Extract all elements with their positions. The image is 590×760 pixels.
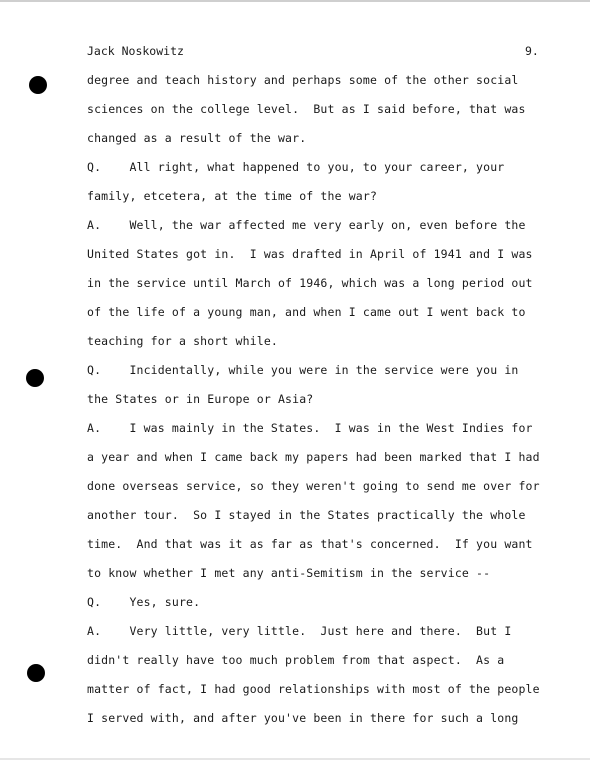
transcript-line: family, etcetera, at the time of the war? [87, 189, 378, 203]
interviewee-name-header: Jack Noskowitz [87, 44, 184, 58]
transcript-line: matter of fact, I had good relationships with most of the people [87, 682, 540, 696]
transcript-line: Q. Incidentally, while you were in the service were you in [87, 363, 519, 377]
transcript-line: of the life of a young man, and when I came out I went back to [87, 305, 526, 319]
transcript-line: to know whether I met any anti-Semitism in the service -- [87, 566, 491, 580]
transcript-line: the States or in Europe or Asia? [87, 392, 314, 406]
page-number: 9. [525, 44, 539, 58]
transcript-line: a year and when I came back my papers had been marked that I had [87, 450, 540, 464]
binder-hole [29, 76, 47, 94]
transcript-line: Q. Yes, sure. [87, 595, 201, 609]
transcript-line: time. And that was it as far as that's concerned. If you want [87, 537, 533, 551]
transcript-line: United States got in. I was drafted in April of 1941 and I was [87, 247, 533, 261]
transcript-line: A. Well, the war affected me very early on, even before the [87, 218, 526, 232]
transcript-line: didn't really have too much problem from that aspect. As a [87, 653, 505, 667]
transcript-line: I served with, and after you've been in there for such a long [87, 711, 519, 725]
transcript-line: done overseas service, so they weren't going to send me over for [87, 479, 540, 493]
transcript-line: changed as a result of the war. [87, 131, 307, 145]
transcript-line: degree and teach history and perhaps some of the other social [87, 73, 519, 87]
binder-hole [26, 369, 44, 387]
page-top-edge [0, 0, 590, 2]
transcript-body [87, 70, 547, 737]
transcript-line: Q. All right, what happened to you, to your career, your [87, 160, 505, 174]
transcript-line: sciences on the college level. But as I said before, that was [87, 102, 526, 116]
binder-hole [27, 664, 45, 682]
transcript-line: A. Very little, very little. Just here and there. But I [87, 624, 512, 638]
transcript-line: another tour. So I stayed in the States practically the whole [87, 508, 526, 522]
transcript-line: in the service until March of 1946, which was a long period out [87, 276, 533, 290]
transcript-line: A. I was mainly in the States. I was in the West Indies for [87, 421, 533, 435]
transcript-line: teaching for a short while. [87, 334, 278, 348]
